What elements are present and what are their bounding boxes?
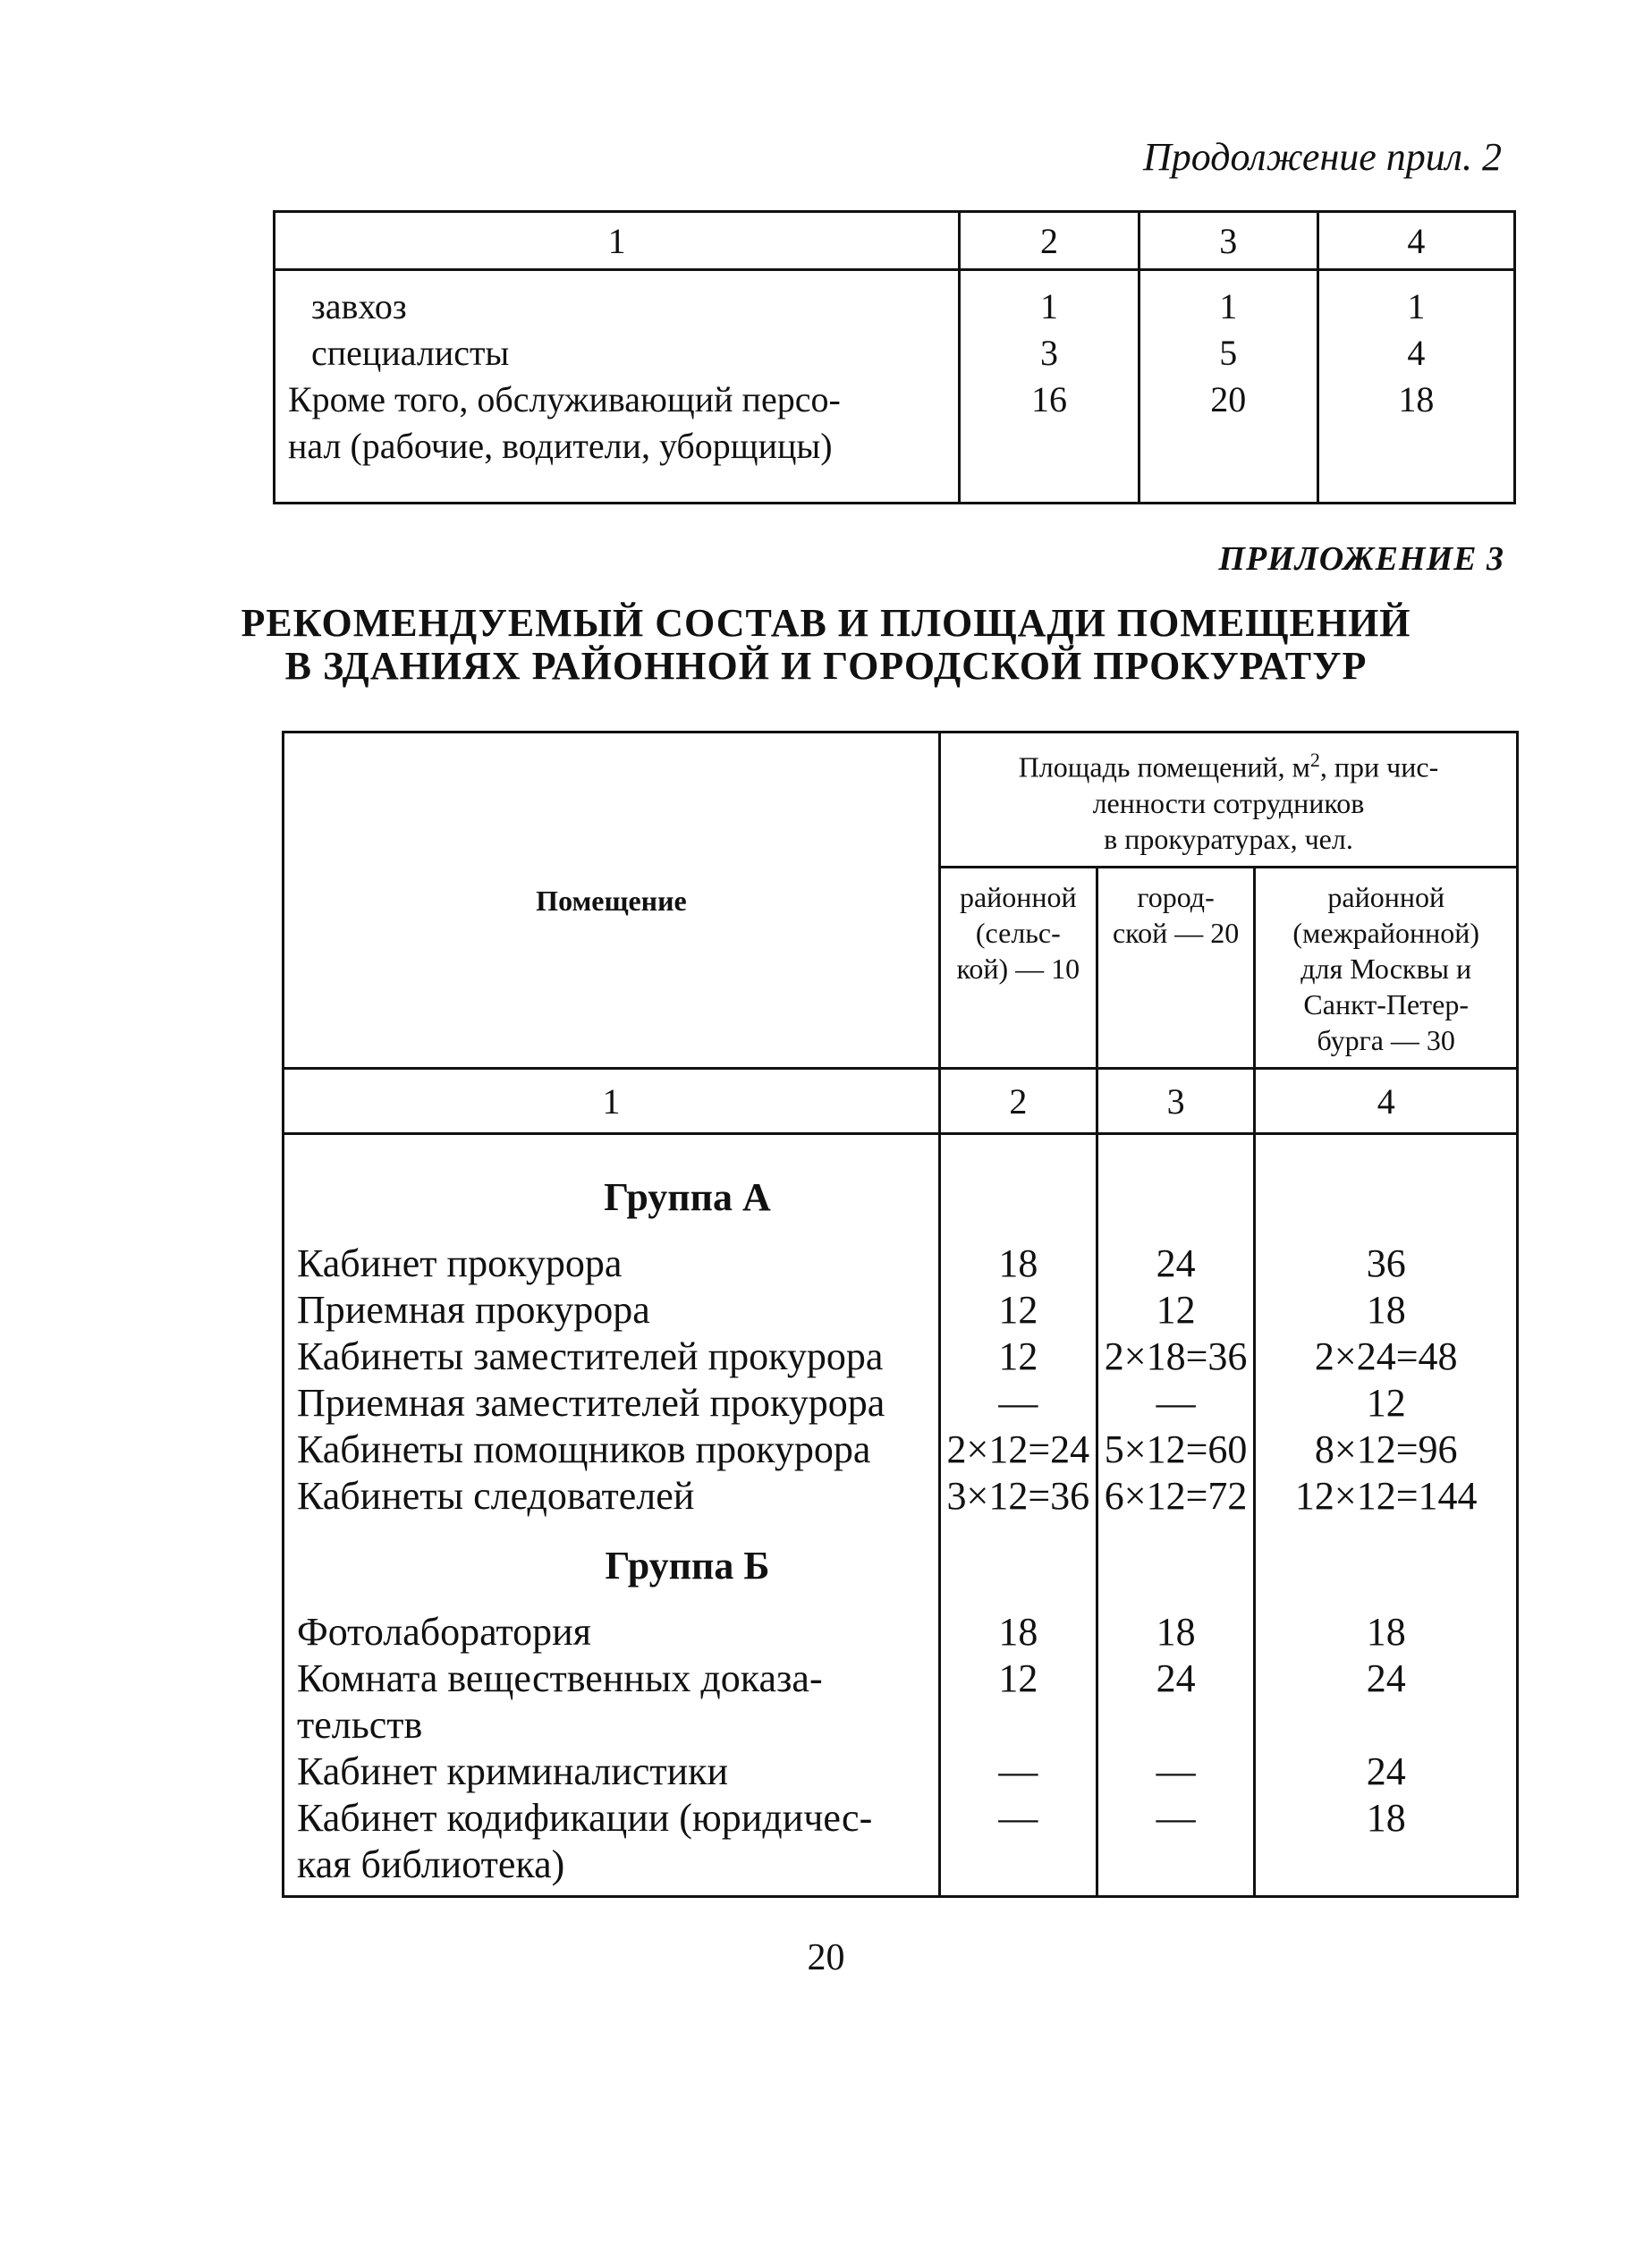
continuation-note: Продолжение прил. 2 <box>1143 135 1502 179</box>
spacer <box>1098 1520 1254 1543</box>
staff-count: 16 <box>1030 379 1067 419</box>
position-name-line: специалисты <box>311 333 510 373</box>
group-heading-spacer <box>1098 1543 1254 1589</box>
room-name: Приемная заместителей прокурора <box>297 1381 885 1425</box>
room-name: тельств <box>297 1703 423 1747</box>
position-name-line: завхоз <box>311 286 407 326</box>
spacer <box>284 1520 938 1543</box>
area-value-spacer <box>1098 1702 1254 1749</box>
staff-count: 4 <box>1407 333 1426 373</box>
area-value: 24 <box>1366 1656 1406 1700</box>
area-value: 24 <box>1366 1749 1406 1793</box>
subheader-line: районной <box>1327 881 1445 913</box>
spacer <box>941 1221 1096 1241</box>
area-value: — <box>1156 1381 1196 1425</box>
staff-count: 1 <box>1039 286 1058 326</box>
subheader-city <box>1097 868 1255 1069</box>
position-name-line: нал (рабочие, водители, уборщицы) <box>288 426 833 466</box>
area-value: 36 <box>1366 1241 1406 1285</box>
area-value: 12 <box>998 1656 1038 1700</box>
title-line-2: В ЗДАНИЯХ РАЙОННОЙ И ГОРОДСКОЙ ПРОКУРАТУР <box>284 644 1368 688</box>
area-value: 6×12=72 <box>1104 1474 1248 1518</box>
table2-colnum-1: 1 <box>284 1069 940 1134</box>
area-value: 3×12=36 <box>946 1474 1090 1518</box>
room-name: Кабинеты заместителей прокурора <box>297 1334 884 1378</box>
area-value: 12 <box>1366 1381 1406 1425</box>
area-header-line-3: в прокуратурах, чел. <box>1104 822 1353 855</box>
area-value-spacer <box>1256 1842 1516 1888</box>
page-number: 20 <box>807 1937 845 1978</box>
area-value-spacer <box>941 1842 1096 1888</box>
room-name: Кабинеты следователей <box>297 1474 695 1518</box>
table1-position-names <box>275 270 960 504</box>
rooms-area-table <box>282 731 1519 1898</box>
staff-table-continuation <box>273 210 1516 504</box>
area-value-spacer <box>1098 1842 1254 1888</box>
area-value: — <box>1156 1749 1196 1793</box>
room-names-column <box>284 1134 940 1897</box>
group-heading: Группа А <box>604 1175 771 1219</box>
table2-colnum-2: 2 <box>939 1069 1097 1134</box>
staff-count: 1 <box>1219 286 1238 326</box>
subheader-line: Санкт-Петер- <box>1303 988 1470 1020</box>
staff-count: 1 <box>1407 286 1426 326</box>
spacer <box>941 1589 1096 1609</box>
group-heading: Группа Б <box>605 1544 770 1588</box>
table2-column-numbers <box>284 1069 1518 1134</box>
spacer <box>1256 1221 1516 1241</box>
table1-col2-values <box>960 270 1139 504</box>
area-value: — <box>998 1381 1038 1425</box>
area-value: 24 <box>1156 1656 1196 1700</box>
table2-colnum-3: 3 <box>1097 1069 1255 1134</box>
area-value: 2×18=36 <box>1104 1334 1248 1378</box>
subheader-line: город- <box>1137 881 1215 913</box>
room-name: Комната вещественных доказа- <box>297 1656 823 1700</box>
spacer <box>1098 1589 1254 1609</box>
table1-body-row <box>275 270 1515 504</box>
room-name: Приемная прокурора <box>297 1288 650 1332</box>
area-value: 18 <box>1366 1610 1406 1654</box>
area-value: — <box>998 1749 1038 1793</box>
area-header-line-2: ленности сотрудников <box>1092 786 1365 819</box>
area-value: — <box>1156 1796 1196 1840</box>
room-name: Кабинеты помощников прокурора <box>297 1427 871 1471</box>
city-values <box>1097 1134 1255 1897</box>
area-value: 24 <box>1156 1241 1196 1285</box>
area-header-line-1: Площадь помещений, $м^2$, при чис- <box>1018 749 1439 783</box>
subheader-line: кой) — 10 <box>956 953 1080 985</box>
room-name: Кабинет криминалистики <box>297 1749 729 1793</box>
table1-col1-header: 1 <box>275 212 960 270</box>
table1-col3-values <box>1139 270 1317 504</box>
area-column-header <box>939 732 1517 868</box>
staff-count: 20 <box>1210 379 1247 419</box>
spacer <box>284 1221 938 1241</box>
table1-header-row <box>275 212 1515 270</box>
title-line-1: РЕКОМЕНДУЕМЫЙ СОСТАВ И ПЛОЩАДИ ПОМЕЩЕНИЙ <box>241 601 1411 645</box>
table2-header-row-1 <box>284 732 1518 868</box>
area-value: 18 <box>1366 1288 1406 1332</box>
moscow-spb-values <box>1255 1134 1518 1897</box>
spacer <box>1256 1520 1516 1543</box>
area-value: 12 <box>998 1334 1038 1378</box>
subheader-moscow-spb <box>1255 868 1518 1069</box>
area-value: 18 <box>1156 1610 1196 1654</box>
area-value: 18 <box>998 1610 1038 1654</box>
table1-col3-header: 3 <box>1139 212 1317 270</box>
area-value: 2×12=24 <box>946 1427 1090 1471</box>
group-heading-spacer <box>1098 1174 1254 1221</box>
spacer <box>941 1520 1096 1543</box>
position-name-line: Кроме того, обслуживающий персо- <box>288 379 841 419</box>
area-value: 8×12=96 <box>1314 1427 1458 1471</box>
group-heading-spacer <box>941 1543 1096 1589</box>
staff-count: 3 <box>1039 333 1058 373</box>
subheader-line: для Москвы и <box>1300 953 1472 985</box>
room-name: кая библиотека) <box>297 1842 565 1886</box>
subheader-line: ской — 20 <box>1112 917 1240 949</box>
area-value: — <box>998 1796 1038 1840</box>
area-value: 5×12=60 <box>1104 1427 1248 1471</box>
table1-col2-header: 2 <box>960 212 1139 270</box>
document-title <box>0 602 1652 688</box>
subheader-line: (межрайонной) <box>1292 917 1479 949</box>
appendix-label: ПРИЛОЖЕНИЕ 3 <box>1218 540 1504 578</box>
subheader-district-rural <box>939 868 1097 1069</box>
area-value: 12 <box>998 1288 1038 1332</box>
room-name: Фотолаборатория <box>297 1610 591 1654</box>
group-heading-spacer <box>941 1174 1096 1221</box>
area-value-spacer <box>1256 1702 1516 1749</box>
subheader-line: (сельс- <box>975 917 1061 949</box>
area-value: 12 <box>1156 1288 1196 1332</box>
subheader-line: районной <box>959 881 1077 913</box>
room-column-header: Помещение <box>284 732 940 1069</box>
subheader-line: бурга — 30 <box>1317 1024 1455 1056</box>
table2-colnum-4: 4 <box>1255 1069 1518 1134</box>
area-value: 12×12=144 <box>1294 1474 1478 1518</box>
area-value-spacer <box>941 1702 1096 1749</box>
staff-count: 5 <box>1219 333 1238 373</box>
table2-body-row <box>284 1134 1518 1897</box>
area-value: 2×24=48 <box>1314 1334 1458 1378</box>
spacer <box>1256 1589 1516 1609</box>
room-name: Кабинет кодификации (юридичес- <box>297 1796 873 1840</box>
spacer <box>1098 1221 1254 1241</box>
group-heading-spacer <box>1256 1543 1516 1589</box>
district-rural-values <box>939 1134 1097 1897</box>
area-value: 18 <box>998 1241 1038 1285</box>
group-heading-spacer <box>1256 1174 1516 1221</box>
spacer <box>284 1589 938 1609</box>
room-name: Кабинет прокурора <box>297 1241 623 1285</box>
area-value: 18 <box>1366 1796 1406 1840</box>
staff-count: 18 <box>1398 379 1435 419</box>
table1-col4-values <box>1317 270 1514 504</box>
table1-col4-header: 4 <box>1317 212 1514 270</box>
